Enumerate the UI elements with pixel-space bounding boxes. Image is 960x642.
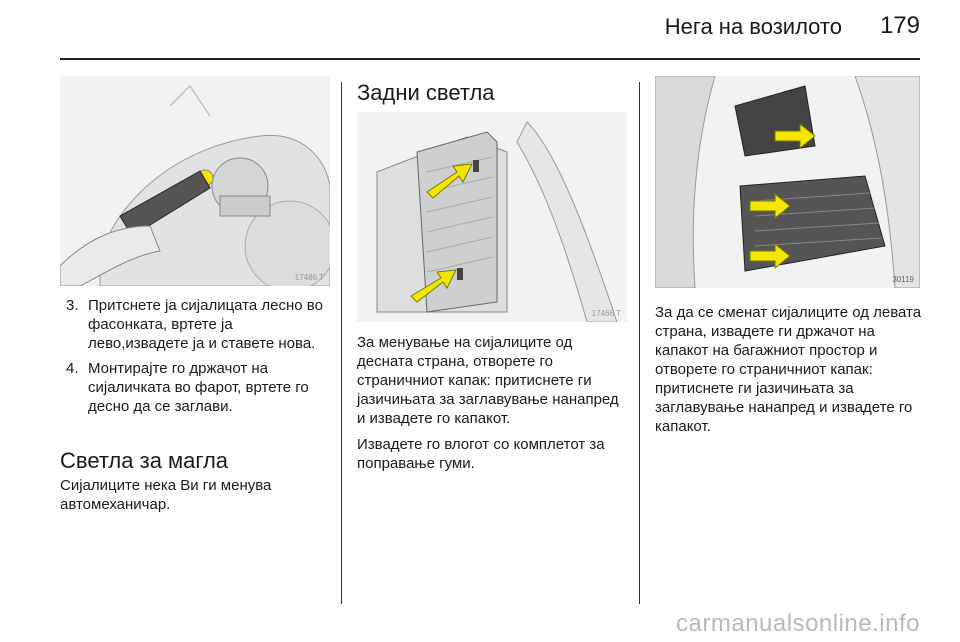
paragraph: Извадете го влогот со комплетот за поправање гуми.: [357, 436, 605, 472]
step-text: Монтирајте го држачот на сијаличката во фарот, вртете го десно да се заглави.: [88, 360, 309, 415]
steps-list: [66, 296, 328, 416]
fog-lights-text: Сијалиците нека Ви ги менува автомеханичар.: [60, 477, 272, 513]
rear-left-cover-illustration: [655, 76, 920, 288]
figure-id: 30119: [892, 275, 914, 284]
column-2-text: [357, 333, 629, 480]
fog-lights-body: [60, 476, 322, 521]
page-number: 179: [879, 12, 920, 39]
header-rule: [60, 58, 920, 60]
watermark: carmanualsonline.info: [676, 610, 920, 637]
column-divider-2: [639, 82, 640, 604]
column-1-text: [66, 296, 328, 422]
rear-right-cover-figure: [357, 112, 627, 322]
paragraph: За да се сменат сијалиците од левата страна, извадете ги држачот на капакот на багажниот простор и отворете го страничниот капак: притиснете ги јазичињата за заглавување нанапред и извадете го капакот.: [655, 304, 922, 435]
fog-lights-heading: Светла за магла: [60, 448, 229, 473]
step-text: Притснете ја сијалицата лесно во фасонката, вртете ја лево,извадете ја и ставете нова.: [88, 297, 323, 352]
column-3-text: [655, 303, 925, 443]
paragraph: За менување на сијалиците од десната страна, отворете го страничниот капак: притиснете ги јазичињата за заглавување нанапред и извадете го капакот.: [357, 334, 619, 427]
list-item: [66, 359, 328, 416]
step-number: 3.: [66, 297, 79, 314]
rear-left-cover-figure: [655, 76, 920, 288]
headlight-bulb-illustration: [60, 76, 330, 286]
column-divider-1: [341, 82, 342, 604]
figure-id: 17466 T: [591, 309, 621, 318]
page-title: Нега на возилото: [664, 14, 842, 39]
rear-right-cover-illustration: [357, 112, 627, 322]
list-item: [66, 296, 328, 353]
figure-id: 17486 T: [294, 273, 324, 282]
step-number: 4.: [66, 360, 79, 377]
rear-lights-heading: Задни светла: [357, 80, 495, 105]
headlight-bulb-figure: [60, 76, 330, 286]
